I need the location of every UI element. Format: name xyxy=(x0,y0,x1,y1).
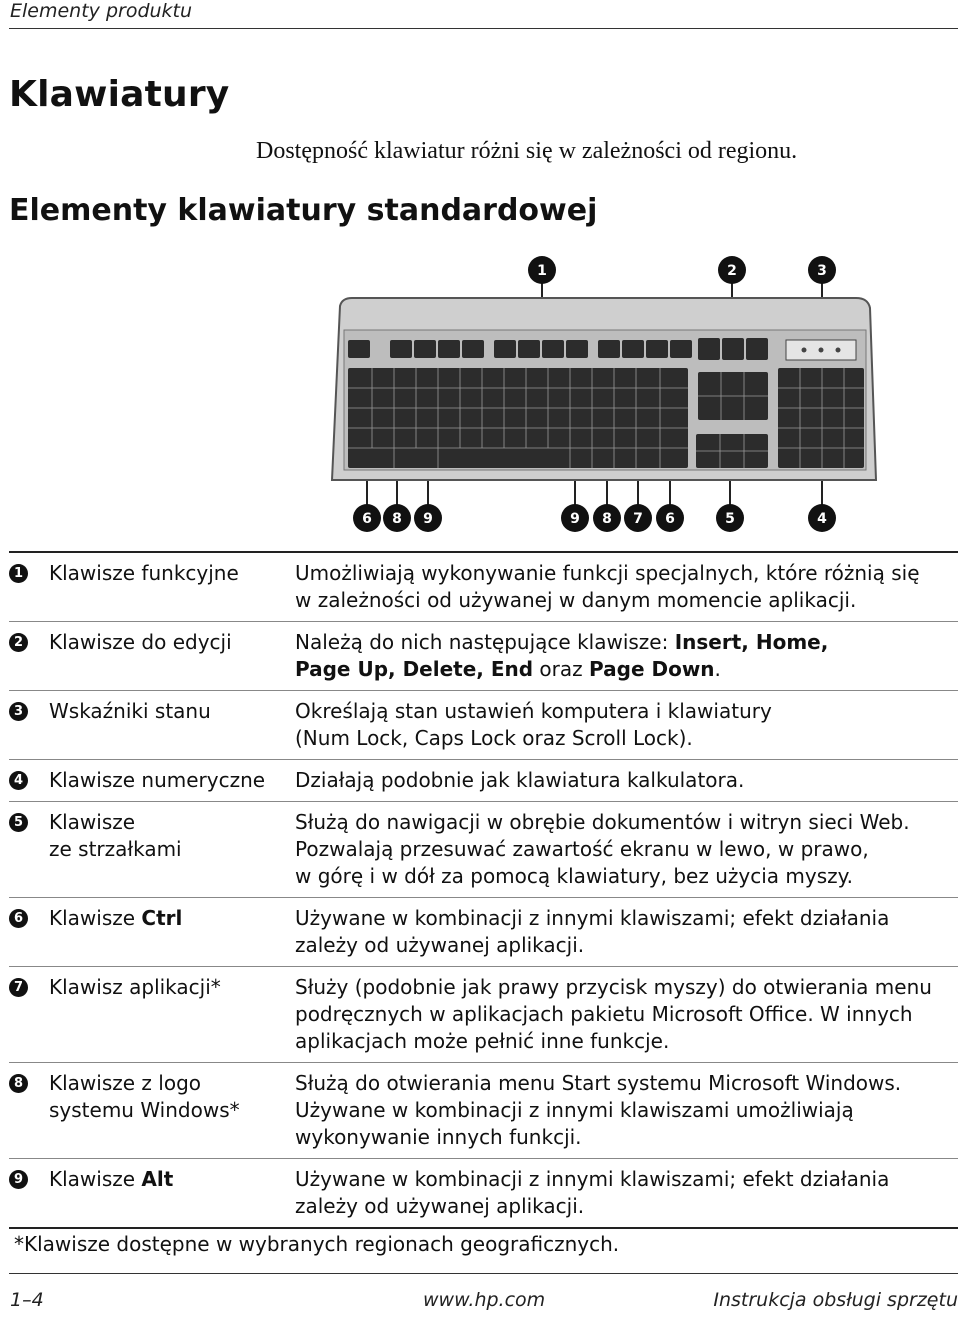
callout-9-left: 9 xyxy=(423,511,433,527)
key-name: Klawisze Alt xyxy=(49,1167,174,1191)
key-description: Używane w kombinacji z innymi klawiszami; efekt działania zależy od używanej aplikacji. xyxy=(295,906,890,957)
footer-rule xyxy=(9,1273,958,1274)
key-name: Wskaźniki stanu xyxy=(49,699,211,723)
table-row xyxy=(9,1159,958,1229)
key-description-table xyxy=(9,551,958,1229)
table-row xyxy=(9,967,958,1063)
callout-number: 8 xyxy=(9,1074,28,1093)
running-header: Elementy produktu xyxy=(10,0,193,22)
section-title: Elementy klawiatury standardowej xyxy=(9,193,598,228)
callout-5: 5 xyxy=(725,511,735,527)
table-row xyxy=(9,553,958,622)
callout-4: 4 xyxy=(817,511,827,527)
callout-8-right: 8 xyxy=(602,511,612,527)
callout-3: 3 xyxy=(817,263,827,279)
key-description: Służy (podobnie jak prawy przycisk myszy) do otwierania menu podręcznych w aplikacjach pakietu Microsoft Office. W innych aplikacjach może pełnić inne funkcje. xyxy=(295,975,932,1053)
callout-8-left: 8 xyxy=(392,511,402,527)
callout-number: 1 xyxy=(9,564,28,583)
key-name: Klawisze ze strzałkami xyxy=(49,810,182,861)
callout-number: 2 xyxy=(9,633,28,652)
table-row xyxy=(9,1063,958,1159)
key-description: Działają podobnie jak klawiatura kalkulatora. xyxy=(295,768,745,792)
callout-9-right: 9 xyxy=(570,511,580,527)
key-description: Umożliwiają wykonywanie funkcji specjalnych, które różnią się w zależności od używanej w danym momencie aplikacji. xyxy=(295,561,920,612)
footer-title: Instrukcja obsługi sprzętu xyxy=(713,1289,958,1311)
header-rule xyxy=(9,28,958,29)
key-name: Klawisze z logo systemu Windows* xyxy=(49,1071,240,1122)
callout-number: 3 xyxy=(9,702,28,721)
key-name: Klawisze numeryczne xyxy=(49,768,266,792)
key-name: Klawisze do edycji xyxy=(49,630,232,654)
table-row xyxy=(9,691,958,760)
callout-number: 7 xyxy=(9,978,28,997)
callout-number: 4 xyxy=(9,771,28,790)
callout-number: 6 xyxy=(9,909,28,928)
callout-2: 2 xyxy=(727,263,737,279)
key-description: Określają stan ustawień komputera i klawiatury (Num Lock, Caps Lock oraz Scroll Lock). xyxy=(295,699,772,750)
key-name: Klawisze Ctrl xyxy=(49,906,183,930)
footnote: *Klawisze dostępne w wybranych regionach geograficznych. xyxy=(14,1232,620,1256)
keyboard-illustration xyxy=(330,252,878,540)
callout-7: 7 xyxy=(633,511,643,527)
keyboard-svg xyxy=(330,252,878,540)
callout-number: 5 xyxy=(9,813,28,832)
key-description: Należą do nich następujące klawisze: Insert, Home, Page Up, Delete, End oraz Page Down. xyxy=(295,630,829,681)
table-row xyxy=(9,802,958,898)
table-row xyxy=(9,622,958,691)
callout-1: 1 xyxy=(537,263,547,279)
table-row xyxy=(9,760,958,802)
callout-6-right: 6 xyxy=(665,511,675,527)
table-row xyxy=(9,898,958,967)
page-number: 1–4 xyxy=(10,1289,44,1311)
callout-6-left: 6 xyxy=(362,511,372,527)
key-description: Służą do nawigacji w obrębie dokumentów i witryn sieci Web. Pozwalają przesuwać zawartość ekranu w lewo, w prawo, w górę i w dół za pomocą klawiatury, bez użycia myszy. xyxy=(295,810,910,888)
page-title: Klawiatury xyxy=(9,74,230,115)
key-description: Używane w kombinacji z innymi klawiszami; efekt działania zależy od używanej aplikacji. xyxy=(295,1167,890,1218)
footer-url: www.hp.com xyxy=(423,1289,546,1311)
callout-number: 9 xyxy=(9,1170,28,1189)
availability-note: Dostępność klawiatur różni się w zależności od regionu. xyxy=(256,138,798,164)
key-description: Służą do otwierania menu Start systemu Microsoft Windows. Używane w kombinacji z innymi klawiszami umożliwiają wykonywanie innych funkcji. xyxy=(295,1071,902,1149)
key-name: Klawisz aplikacji* xyxy=(49,975,221,999)
key-name: Klawisze funkcyjne xyxy=(49,561,239,585)
